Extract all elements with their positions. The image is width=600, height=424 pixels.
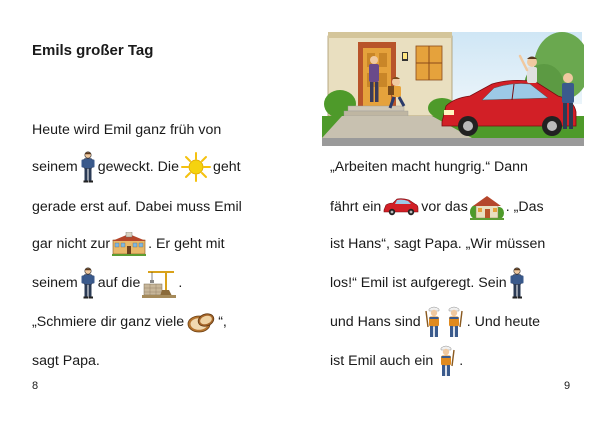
text-line-8 (330, 152, 528, 182)
page-number-left: 8 (32, 380, 39, 392)
text-segment: . Er geht mit (148, 236, 225, 252)
text-segment: . (459, 353, 464, 369)
text-segment: fährt ein (330, 199, 382, 215)
father-icon (80, 151, 96, 183)
text-line-2 (32, 152, 241, 182)
construction-workers-icon (423, 305, 465, 339)
text-line-13 (330, 346, 463, 376)
construction-worker-icon (435, 344, 457, 378)
page-number-right: 9 (564, 380, 571, 392)
sun-icon (181, 152, 211, 182)
text-line-6 (32, 307, 227, 337)
text-segment: geweckt. Die (97, 159, 179, 175)
story-illustration (322, 26, 584, 146)
text-segment: gar nicht zur (32, 236, 111, 252)
text-segment: . Und heute (466, 314, 541, 330)
house-icon (470, 194, 504, 220)
text-segment: “, (218, 314, 227, 330)
text-segment: vor das (421, 199, 468, 215)
text-line-1 (32, 115, 221, 145)
text-line-5 (32, 268, 182, 298)
text-line-3 (32, 192, 242, 222)
story-title: Emils großer Tag (32, 42, 154, 59)
text-line-4 (32, 229, 225, 259)
bread-icon (186, 309, 216, 335)
school-icon (112, 232, 146, 256)
text-segment: ist Hans“, sagt Papa. „Wir müssen (330, 236, 546, 252)
car-icon (383, 198, 419, 216)
text-segment: „Arbeiten macht hungrig.“ Dann (330, 159, 528, 175)
text-segment: . (178, 275, 183, 291)
father-icon (509, 267, 525, 299)
text-line-10 (330, 229, 545, 259)
text-segment: geht (212, 159, 241, 175)
text-segment: seinem (32, 159, 78, 175)
text-segment: los!“ Emil ist aufgeregt. Sein (330, 275, 507, 291)
text-line-7 (32, 346, 100, 376)
text-segment: Heute wird Emil ganz früh von (32, 122, 222, 138)
text-segment: sagt Papa. (32, 353, 100, 369)
text-line-11 (330, 268, 527, 298)
text-segment: gerade erst auf. Dabei muss Emil (32, 199, 242, 215)
text-segment: seinem (32, 275, 78, 291)
text-segment: ist Emil auch ein (330, 353, 434, 369)
text-line-9 (330, 192, 544, 222)
text-segment: . „Das (505, 199, 544, 215)
father-icon (80, 267, 96, 299)
right-page (300, 0, 600, 424)
text-segment: „Schmiere dir ganz viele (32, 314, 185, 330)
text-line-12 (330, 307, 540, 337)
text-segment: und Hans sind (330, 314, 421, 330)
construction-site-icon (142, 268, 176, 298)
text-segment: auf die (97, 275, 141, 291)
